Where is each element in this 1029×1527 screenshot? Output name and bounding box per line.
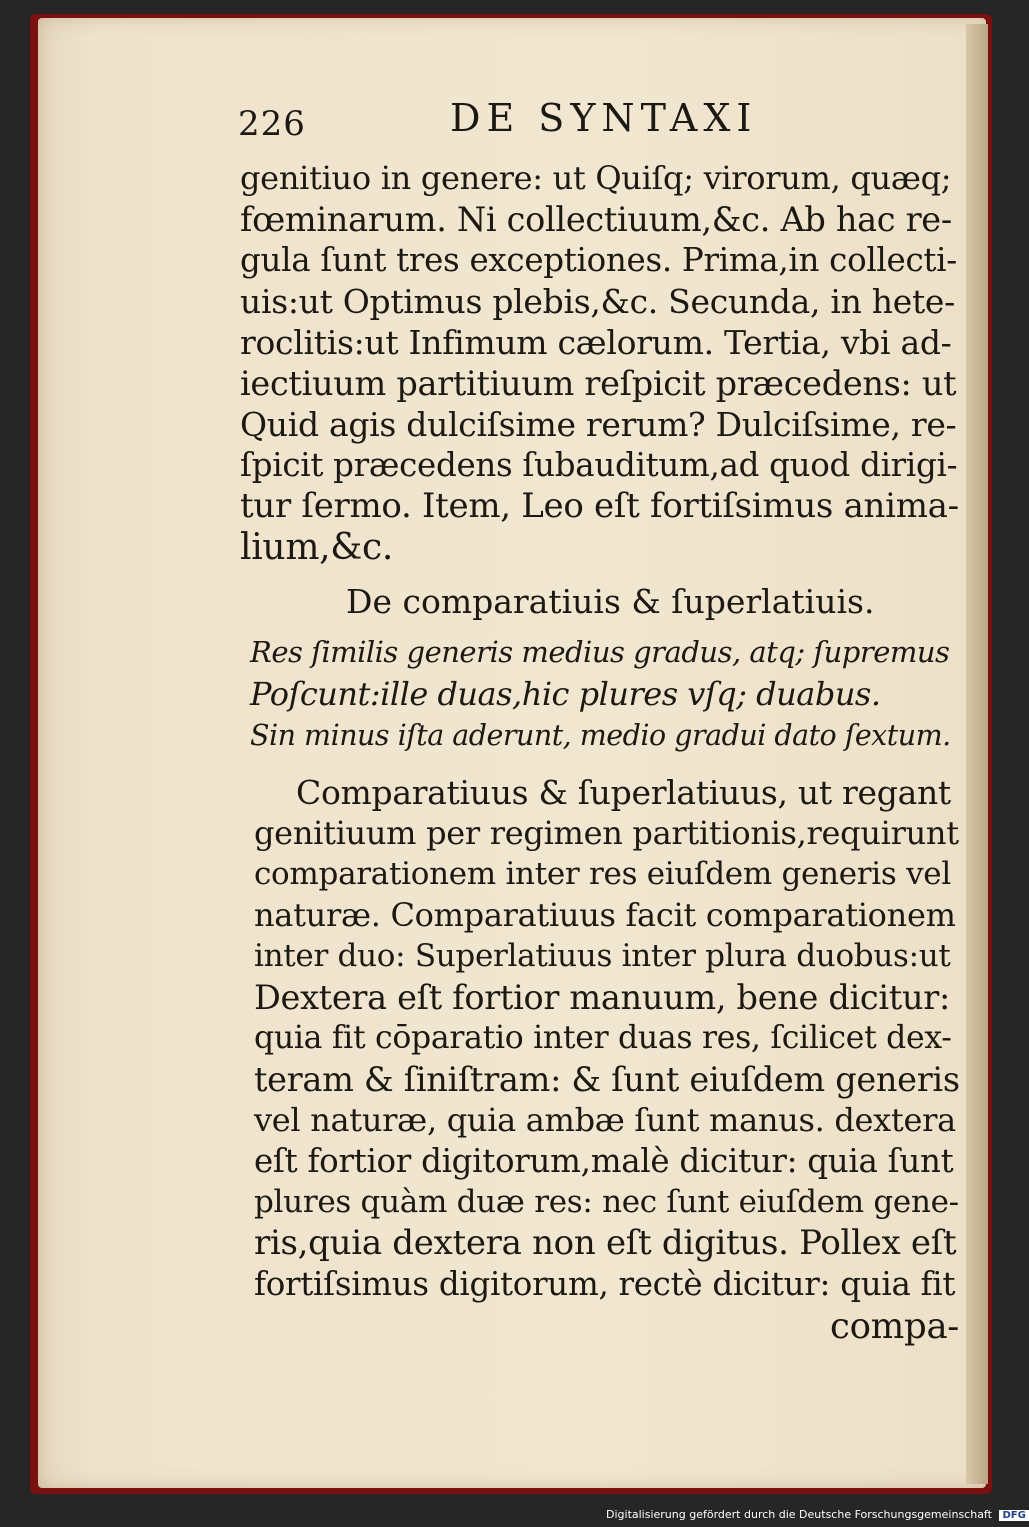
- text-line: plures quàm duæ res: nec ſunt eiuſdem gene-: [254, 1184, 959, 1220]
- text-line: lium,&c.: [240, 527, 394, 568]
- digitization-credit: [606, 1508, 1029, 1521]
- text-line: vel naturæ, quia ambæ ſunt manus. dextera: [254, 1101, 956, 1139]
- text-line: eſt fortior digitorum,malè dicitur: quia ſunt: [254, 1142, 954, 1180]
- page-gutter: [966, 24, 988, 1484]
- text-line: ſpicit præcedens ſubauditum,ad quod dirigi-: [240, 446, 958, 484]
- text-line: teram & ſiniſtram: & ſunt eiuſdem generis: [254, 1060, 960, 1099]
- text-line: naturæ. Comparatiuus facit comparationem: [254, 896, 956, 934]
- section-heading: De comparatiuis & ſuperlatiuis.: [346, 582, 875, 621]
- text-line: Comparatiuus & ſuperlatiuus, ut regant: [296, 773, 951, 812]
- dfg-logo: DFG: [999, 1510, 1028, 1521]
- text-line: ris,quia dextera non eſt digitus. Pollex eſt: [254, 1223, 957, 1263]
- text-line: Quid agis dulciſsime rerum? Dulciſsime, re-: [240, 405, 957, 444]
- verse-line: Res ſimilis generis medius gradus, atq; ſupremus: [250, 635, 950, 669]
- verse-line: Sin minus iſta aderunt, medio gradui dato ſextum.: [250, 719, 951, 752]
- text-line: fœminarum. Ni collectiuum,&c. Ab hac re-: [240, 200, 952, 239]
- text-line: roclitis:ut Infimum cælorum. Tertia, vbi ad-: [240, 323, 952, 362]
- catchword: compa-: [830, 1306, 960, 1347]
- page-number: 226: [238, 104, 306, 144]
- text-line: quia fit cōparatio inter duas res, ſcilicet dex-: [254, 1020, 952, 1056]
- page-header: [238, 96, 958, 146]
- text-line: gula ſunt tres exceptiones. Prima,in collecti-: [240, 241, 957, 279]
- text-line: iectiuum partitiuum reſpicit præcedens: ut: [240, 364, 957, 403]
- text-line: genitiuum per regimen partitionis,requirunt: [254, 814, 959, 852]
- text-line: Dextera eſt fortior manuum, bene dicitur:: [254, 978, 950, 1017]
- text-line: tur ſermo. Item, Leo eſt fortiſsimus anima-: [240, 486, 959, 526]
- verse-line: Poſcunt:ille duas,hic plures vſq; duabus.: [250, 675, 881, 713]
- text-line: fortiſsimus digitorum, rectè dicitur: quia fit: [254, 1265, 956, 1303]
- text-line: genitiuo in genere: ut Quiſq; virorum, quæq;: [240, 159, 952, 197]
- text-line: inter duo: Superlatiuus inter plura duobus:ut: [254, 938, 951, 974]
- text-line: uis:ut Optimus plebis,&c. Secunda, in hete-: [240, 282, 956, 321]
- text-line: comparationem inter res eiuſdem generis vel: [254, 856, 951, 892]
- running-head: DE SYNTAXI: [450, 96, 758, 140]
- credit-text: Digitalisierung gefördert durch die Deutsche Forschungsgemeinschaft: [606, 1508, 992, 1521]
